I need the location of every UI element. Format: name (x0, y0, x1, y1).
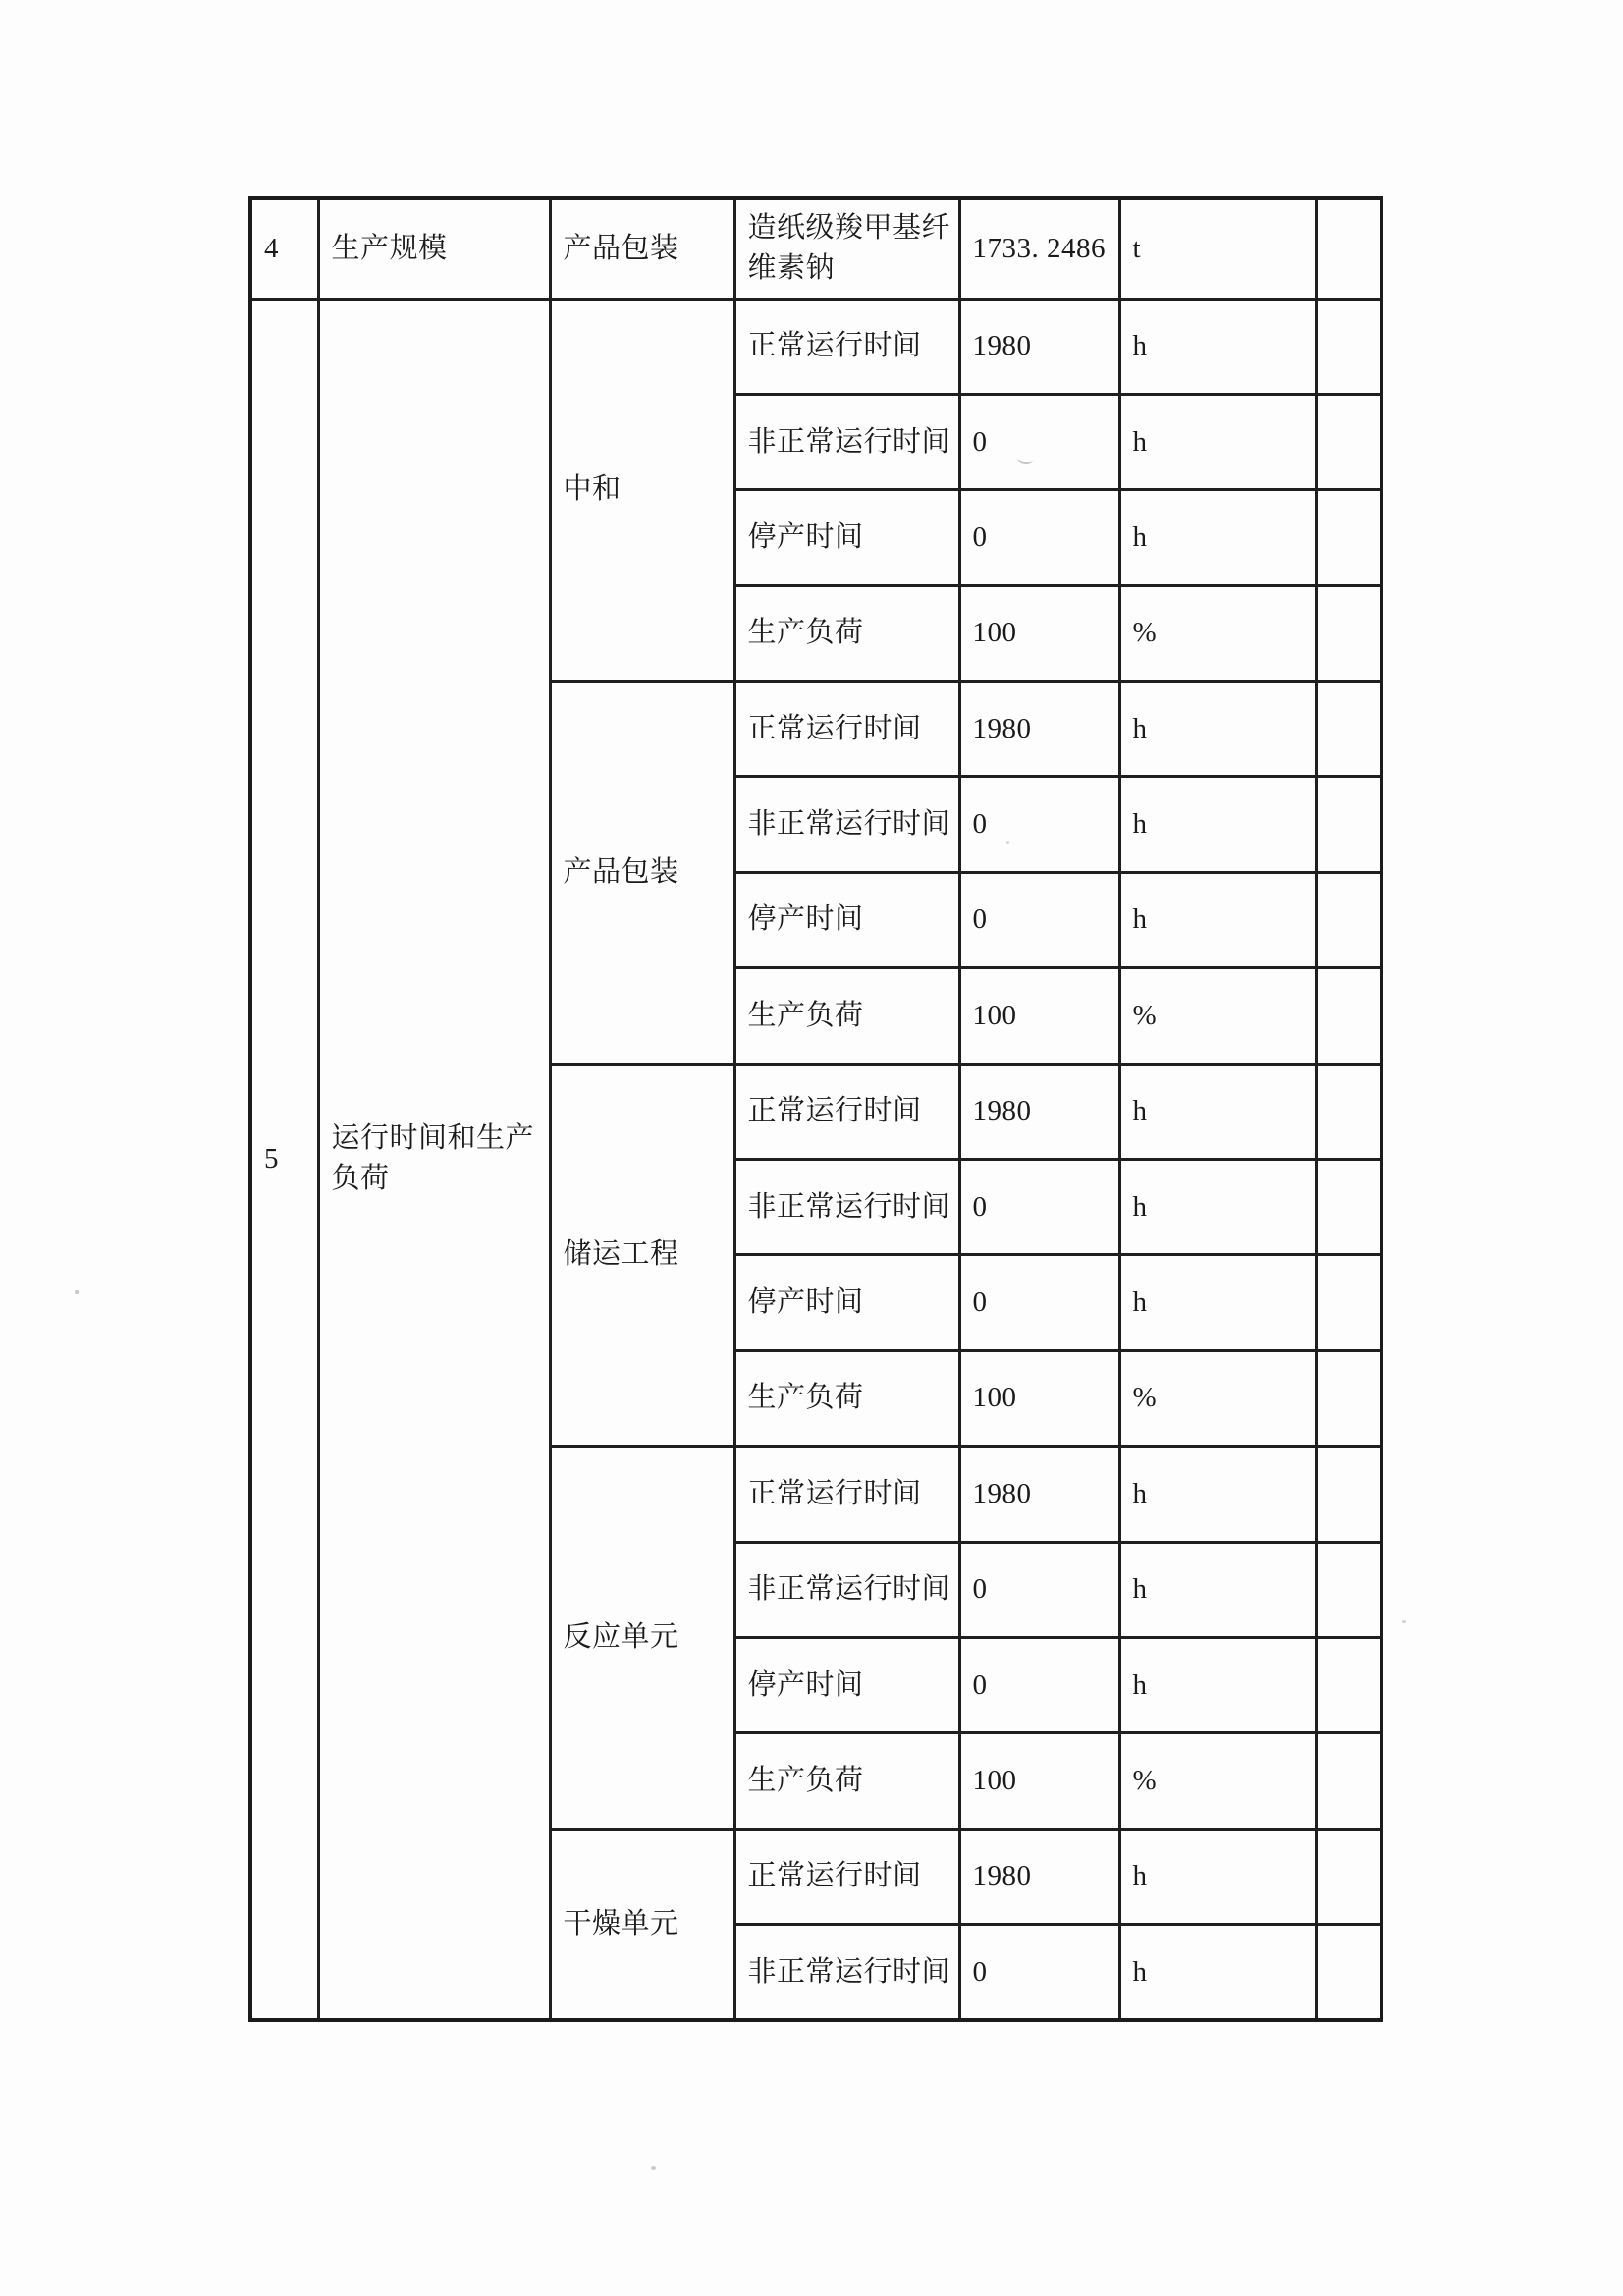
unit-cell: h (1119, 682, 1316, 777)
value-cell: 0 (959, 490, 1119, 585)
note-cell (1316, 1829, 1381, 1924)
process-cell: 储运工程 (550, 1064, 734, 1447)
unit-cell: h (1119, 1925, 1316, 2020)
value-cell: 0 (959, 1542, 1119, 1637)
table-row (250, 198, 1381, 299)
scan-speck (651, 2166, 656, 2170)
note-cell (1316, 1925, 1381, 2020)
note-cell (1316, 1255, 1381, 1350)
unit-cell: h (1119, 1160, 1316, 1255)
parameter-cell: 非正常运行时间 (734, 1925, 959, 2020)
process-cell: 反应单元 (550, 1447, 734, 1830)
unit-cell: h (1119, 1064, 1316, 1159)
note-cell (1316, 872, 1381, 967)
unit-cell: h (1119, 394, 1316, 489)
parameter-cell: 停产时间 (734, 490, 959, 585)
note-cell (1316, 1447, 1381, 1542)
parameter-cell: 正常运行时间 (734, 299, 959, 394)
value-cell: 100 (959, 968, 1119, 1064)
value-cell: 1733. 2486 (959, 198, 1119, 299)
note-cell (1316, 585, 1381, 681)
table-row (250, 299, 1381, 394)
category-cell: 运行时间和生产负荷 (318, 299, 550, 2020)
parameter-cell: 正常运行时间 (734, 682, 959, 777)
note-cell (1316, 198, 1381, 299)
unit-cell: % (1119, 1350, 1316, 1446)
note-cell (1316, 1733, 1381, 1829)
value-cell: 0 (959, 1255, 1119, 1350)
parameter-cell: 生产负荷 (734, 968, 959, 1064)
unit-cell: h (1119, 1542, 1316, 1637)
parameter-cell: 正常运行时间 (734, 1447, 959, 1542)
parameter-cell: 正常运行时间 (734, 1829, 959, 1924)
production-operation-table (248, 196, 1383, 2022)
value-cell: 0 (959, 1925, 1119, 2020)
parameter-cell: 生产负荷 (734, 1733, 959, 1829)
value-cell: 1980 (959, 1829, 1119, 1924)
note-cell (1316, 682, 1381, 777)
scan-speck (75, 1290, 79, 1294)
serial-number-cell: 5 (250, 299, 318, 2020)
note-cell (1316, 1542, 1381, 1637)
value-cell: 1980 (959, 1064, 1119, 1159)
parameter-cell: 生产负荷 (734, 585, 959, 681)
note-cell (1316, 1160, 1381, 1255)
value-cell: 1980 (959, 299, 1119, 394)
note-cell (1316, 1350, 1381, 1446)
value-cell: 0 (959, 394, 1119, 489)
note-cell (1316, 299, 1381, 394)
unit-cell: h (1119, 777, 1316, 872)
value-cell: 100 (959, 585, 1119, 681)
value-cell: 100 (959, 1733, 1119, 1829)
process-cell: 产品包装 (550, 682, 734, 1065)
parameter-cell: 造纸级羧甲基纤维素钠 (734, 198, 959, 299)
scan-speck (1006, 841, 1009, 844)
value-cell: 0 (959, 872, 1119, 967)
unit-cell: % (1119, 1733, 1316, 1829)
parameter-cell: 停产时间 (734, 872, 959, 967)
parameter-cell: 停产时间 (734, 1637, 959, 1732)
process-cell: 中和 (550, 299, 734, 682)
unit-cell: % (1119, 585, 1316, 681)
parameter-cell: 非正常运行时间 (734, 1542, 959, 1637)
value-cell: 0 (959, 1160, 1119, 1255)
parameter-cell: 非正常运行时间 (734, 394, 959, 489)
note-cell (1316, 394, 1381, 489)
unit-cell: h (1119, 1637, 1316, 1732)
note-cell (1316, 1064, 1381, 1159)
value-cell: 1980 (959, 682, 1119, 777)
process-cell: 产品包装 (550, 198, 734, 299)
parameter-cell: 非正常运行时间 (734, 777, 959, 872)
parameter-cell: 正常运行时间 (734, 1064, 959, 1159)
note-cell (1316, 490, 1381, 585)
note-cell (1316, 1637, 1381, 1732)
value-cell: 0 (959, 777, 1119, 872)
unit-cell: h (1119, 1255, 1316, 1350)
unit-cell: h (1119, 299, 1316, 394)
category-cell: 生产规模 (318, 198, 550, 299)
note-cell (1316, 777, 1381, 872)
process-cell: 干燥单元 (550, 1829, 734, 2020)
unit-cell: h (1119, 1447, 1316, 1542)
parameter-cell: 生产负荷 (734, 1350, 959, 1446)
unit-cell: h (1119, 490, 1316, 585)
unit-cell: h (1119, 872, 1316, 967)
note-cell (1316, 968, 1381, 1064)
value-cell: 100 (959, 1350, 1119, 1446)
value-cell: 1980 (959, 1447, 1119, 1542)
serial-number-cell: 4 (250, 198, 318, 299)
scan-speck (1402, 1620, 1406, 1623)
parameter-cell: 停产时间 (734, 1255, 959, 1350)
parameter-cell: 非正常运行时间 (734, 1160, 959, 1255)
value-cell: 0 (959, 1637, 1119, 1732)
unit-cell: t (1119, 198, 1316, 299)
unit-cell: % (1119, 968, 1316, 1064)
unit-cell: h (1119, 1829, 1316, 1924)
